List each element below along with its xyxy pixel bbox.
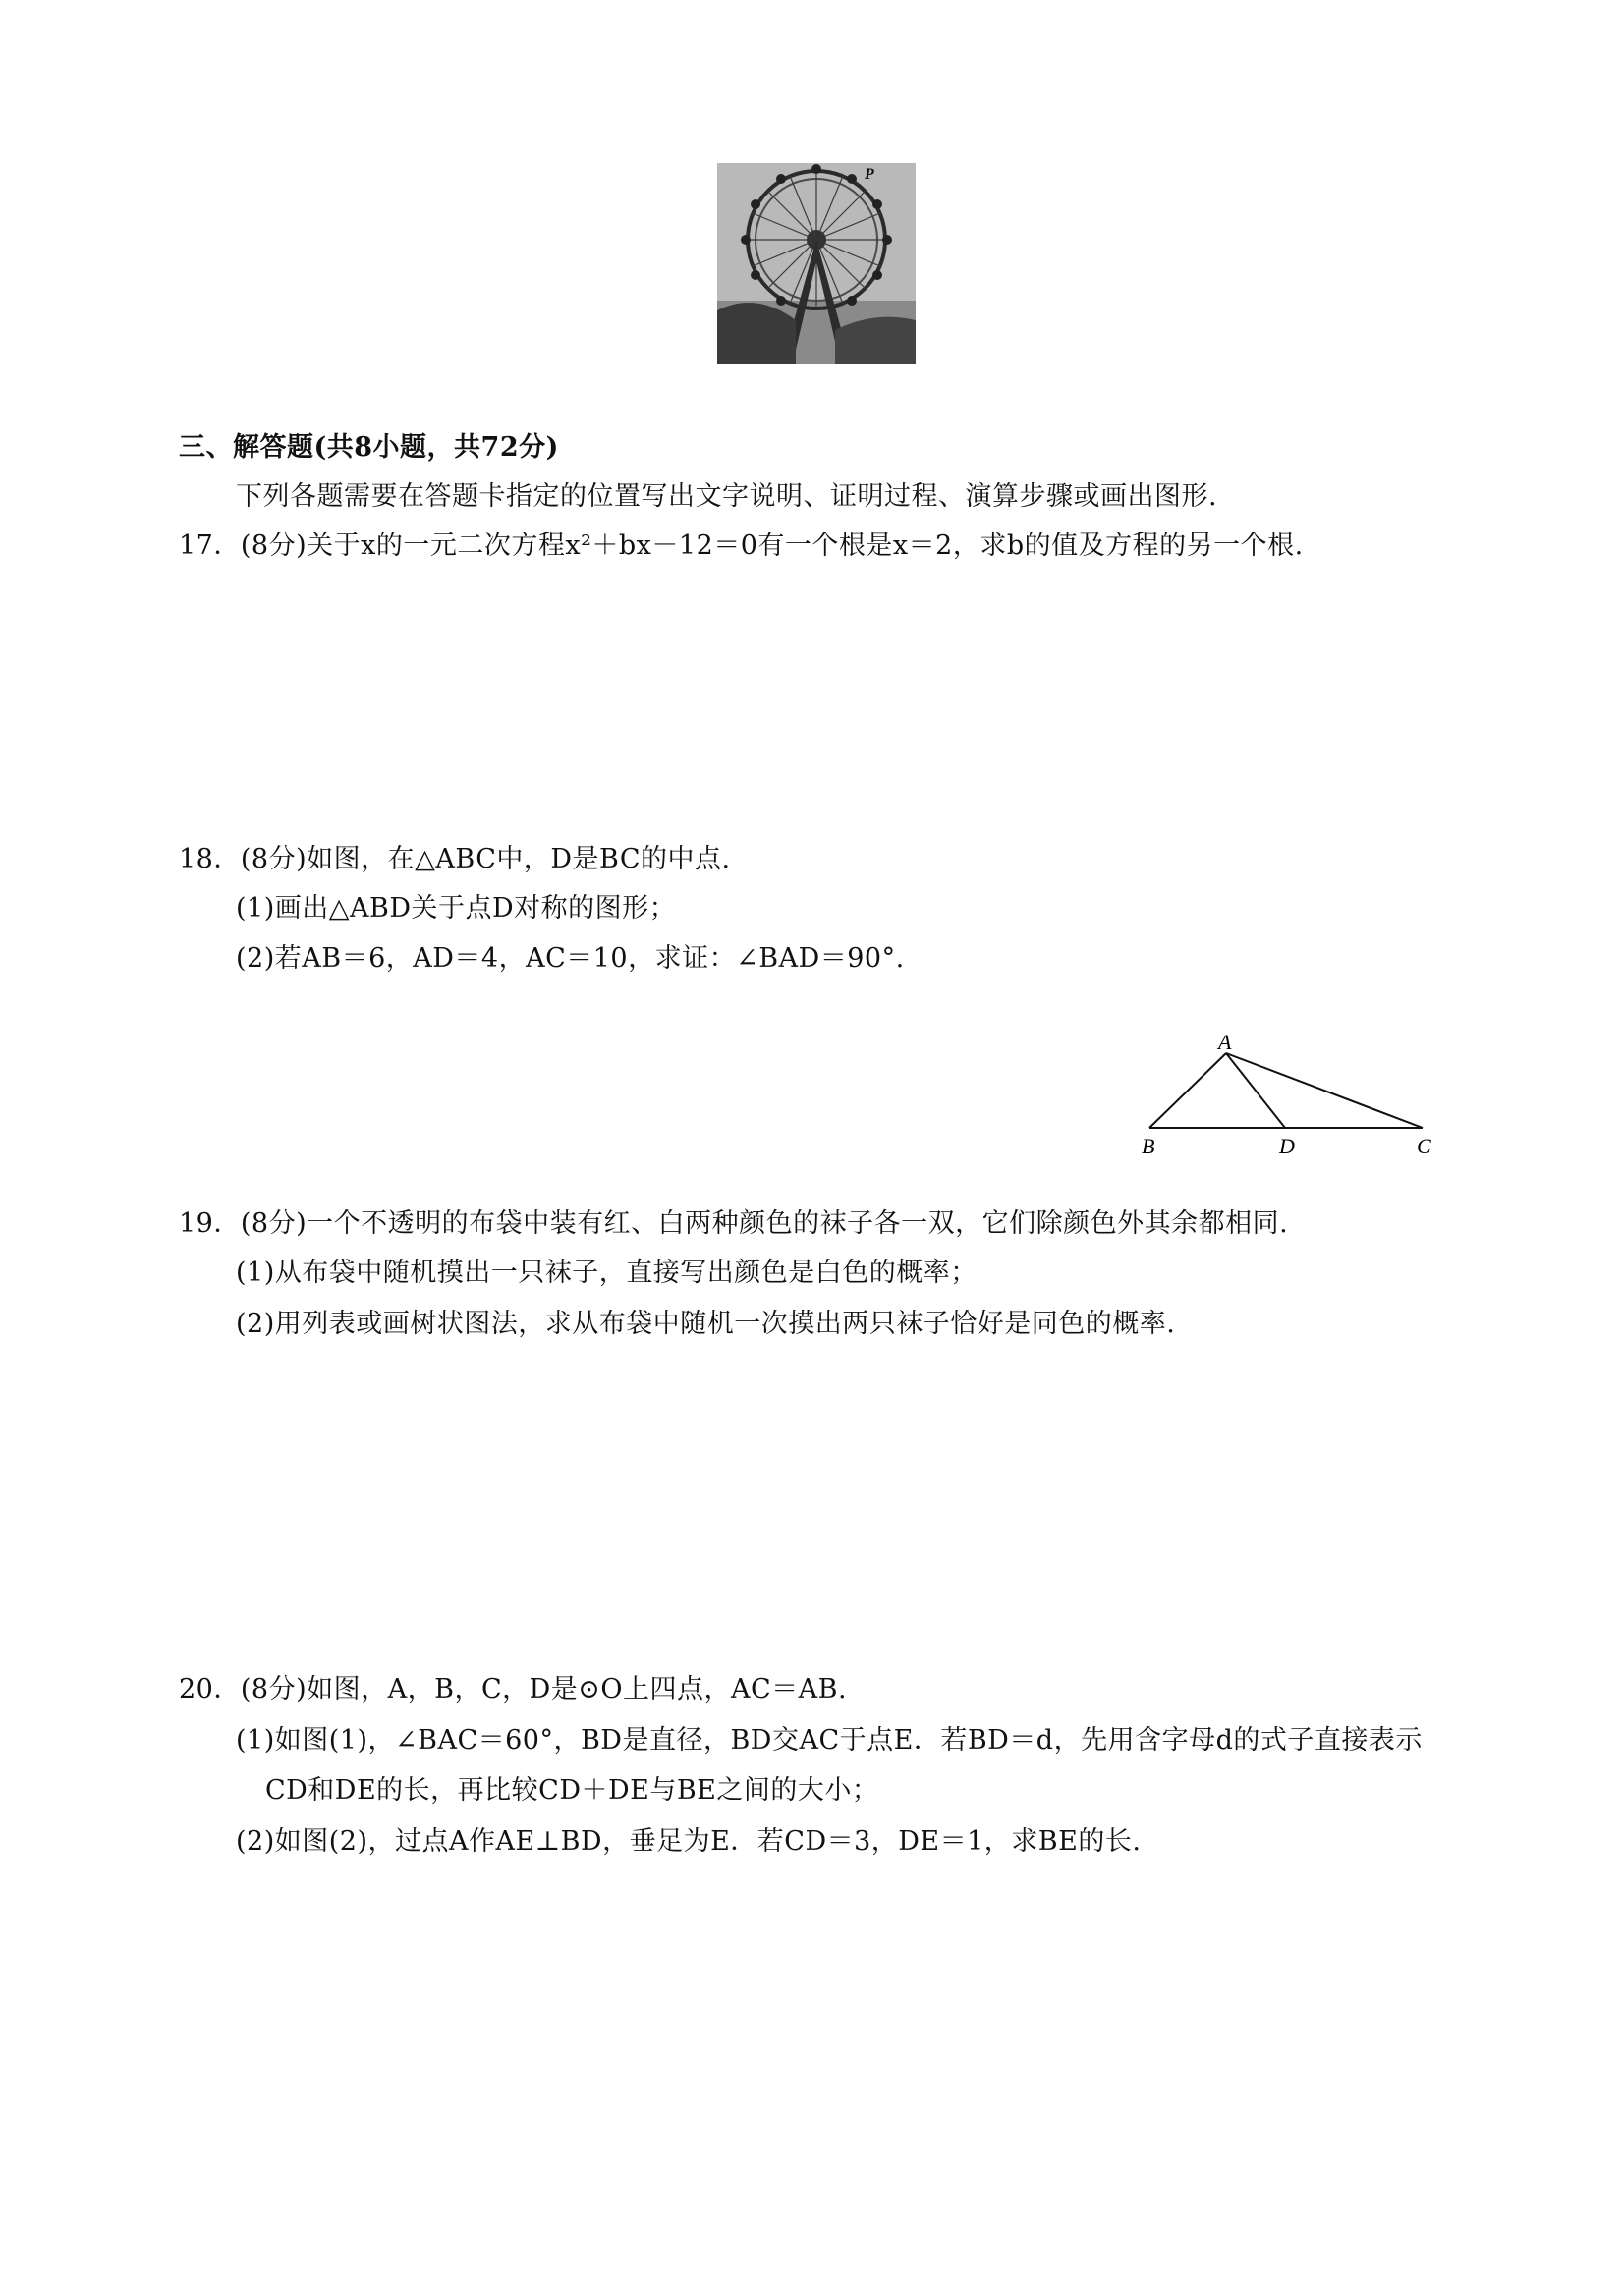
q20-part1-line1: (1)如图(1)，∠BAC＝60°，BD是直径，BD交AC于点E．若BD＝d，先用含字母d的式子直接表示 [236,1725,1423,1756]
q19-points: (8分) [240,1208,308,1239]
q20-text: 如图，A，B，C，D是⊙O上四点，AC＝AB. [307,1674,848,1705]
q18 [179,842,731,877]
section-title: 三、解答题(共8小题，共72分) [179,432,559,463]
q19 [179,1206,1288,1242]
q17-number: 17． [179,531,241,561]
q20-part1-line2: CD和DE的长，再比较CD＋DE与BE之间的大小； [265,1775,879,1806]
q18-text: 如图，在△ABC中，D是BC的中点. [307,844,731,874]
q20-part2: (2)如图(2)，过点A作AE⊥BD，垂足为E．若CD＝3，DE＝1，求BE的长. [236,1826,1142,1857]
label-d: D [1279,1134,1295,1158]
q19-number: 19． [179,1208,241,1239]
label-b: B [1142,1134,1155,1158]
q20-number: 20． [179,1674,241,1705]
q20-points: (8分) [240,1674,308,1705]
triangle-abc-figure [1130,1032,1444,1159]
q19-part1: (1)从布袋中随机摸出一只袜子，直接写出颜色是白色的概率； [236,1258,978,1288]
q17-text: 关于x的一元二次方程x²＋bx－12＝0有一个根是x＝2，求b的值及方程的另一个根. [307,531,1304,561]
q17-points: (8分) [240,531,308,561]
segment-ab [1149,1053,1226,1128]
label-a: A [1218,1032,1232,1054]
q20 [179,1672,847,1708]
q18-number: 18． [179,844,241,874]
q18-points: (8分) [240,844,308,874]
ferris-wheel-photo [717,163,916,364]
label-p: P [865,166,874,183]
q18-part2: (2)若AB＝6，AD＝4，AC＝10，求证：∠BAD＝90°. [236,943,905,974]
q18-part1: (1)画出△ABD关于点D对称的图形； [236,893,677,924]
section-instruction: 下列各题需要在答题卡指定的位置写出文字说明、证明过程、演算步骤或画出图形. [236,481,1218,512]
q19-part2: (2)用列表或画树状图法，求从布袋中随机一次摸出两只袜子恰好是同色的概率. [236,1309,1176,1339]
q19-text: 一个不透明的布袋中装有红、白两种颜色的袜子各一双，它们除颜色外其余都相同. [307,1208,1289,1239]
q17 [179,529,1304,564]
label-c: C [1417,1134,1431,1158]
